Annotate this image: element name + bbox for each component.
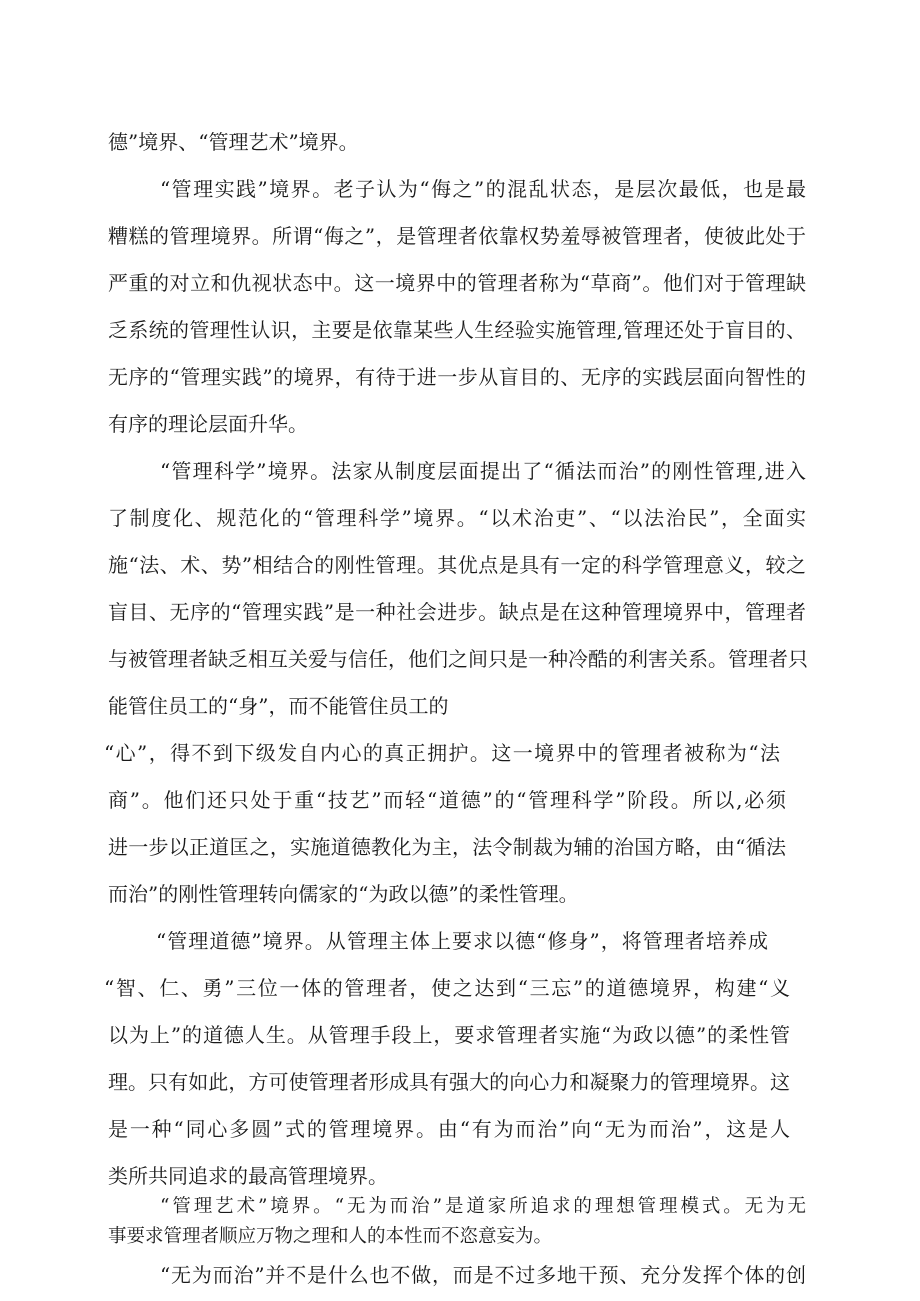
paragraph-first-line: “管理实践”境界。老子认为“侮之”的混乱状态，是层次最低，也是最 [160,177,806,201]
text-line: “心”，得不到下级发自内心的真正拥护。这一境界中的管理者被称为“法 [104,741,780,765]
paragraph-first-line: “无为而治”并不是什么也不做，而是不过多地干预、充分发挥个体的创 [160,1263,806,1287]
text-line: 有序的理论层面升华。 [108,412,308,436]
paragraph-first-line: “管理科学”境界。法家从制度层面提出了“循法而治”的刚性管理,进入 [160,459,806,483]
text-line: “智、仁、勇”三位一体的管理者，使之达到“三忘”的道德境界，构建“义 [104,976,790,1000]
paragraph-first-line: “管理艺术”境界。“无为而治”是道家所追求的理想管理模式。无为无 [160,1196,806,1217]
text-line: 能管住员工的“身”，而不能管住员工的 [108,694,449,718]
paragraph-first-line: “管理道德”境界。从管理主体上要求以德“修身”，将管理者培养成 [156,929,768,953]
text-line: 与被管理者缺乏相互关爱与信任，他们之间只是一种冷酷的利害关系。管理者只 [108,647,808,671]
text-line: 德”境界、“管理艺术”境界。 [108,130,359,154]
text-line: 了制度化、规范化的“管理科学”境界。“以术治吏”、“以法治民”，全面实 [108,506,806,530]
text-line: 是一种“同心多圆”式的管理境界。由“有为而治”向“无为而治”，这是人 [108,1117,790,1141]
text-line: 商”。他们还只处于重“技艺”而轻“道德”的“管理科学”阶段。所以,必须 [108,788,786,812]
text-line: 以为上”的道德人生。从管理手段上，要求管理者实施“为政以德”的柔性管 [108,1023,790,1047]
text-line: 糟糕的管理境界。所谓“侮之”，是管理者依靠权势羞辱被管理者，使彼此处于 [108,224,806,248]
text-line: 施“法、术、势”相结合的刚性管理。其优点是具有一定的科学管理意义，较之 [108,553,806,577]
text-line: 严重的对立和仇视状态中。这一境界中的管理者称为“草商”。他们对于管理缺 [108,271,806,295]
text-line: 类所共同追求的最高管理境界。 [108,1164,388,1188]
text-line: 无序的“管理实践”的境界，有待于进一步从盲目的、无序的实践层面向智性的 [108,365,806,389]
text-line: 盲目、无序的“管理实践”是一种社会进步。缺点是在这种管理境界中，管理者 [108,600,806,624]
text-line: 进一步以正道匡之，实施道德教化为主，法令制裁为辅的治国方略，由“循法 [108,835,786,859]
text-line: 而治”的刚性管理转向儒家的“为政以德”的柔性管理。 [108,882,579,906]
text-line: 事要求管理者顺应万物之理和人的本性而不恣意妄为。 [108,1226,553,1247]
text-line: 乏系统的管理性认识，主要是依靠某些人生经验实施管理,管理还处于盲目的、 [108,318,806,342]
text-line: 理。只有如此，方可使管理者形成具有强大的向心力和凝聚力的管理境界。这 [108,1070,790,1094]
